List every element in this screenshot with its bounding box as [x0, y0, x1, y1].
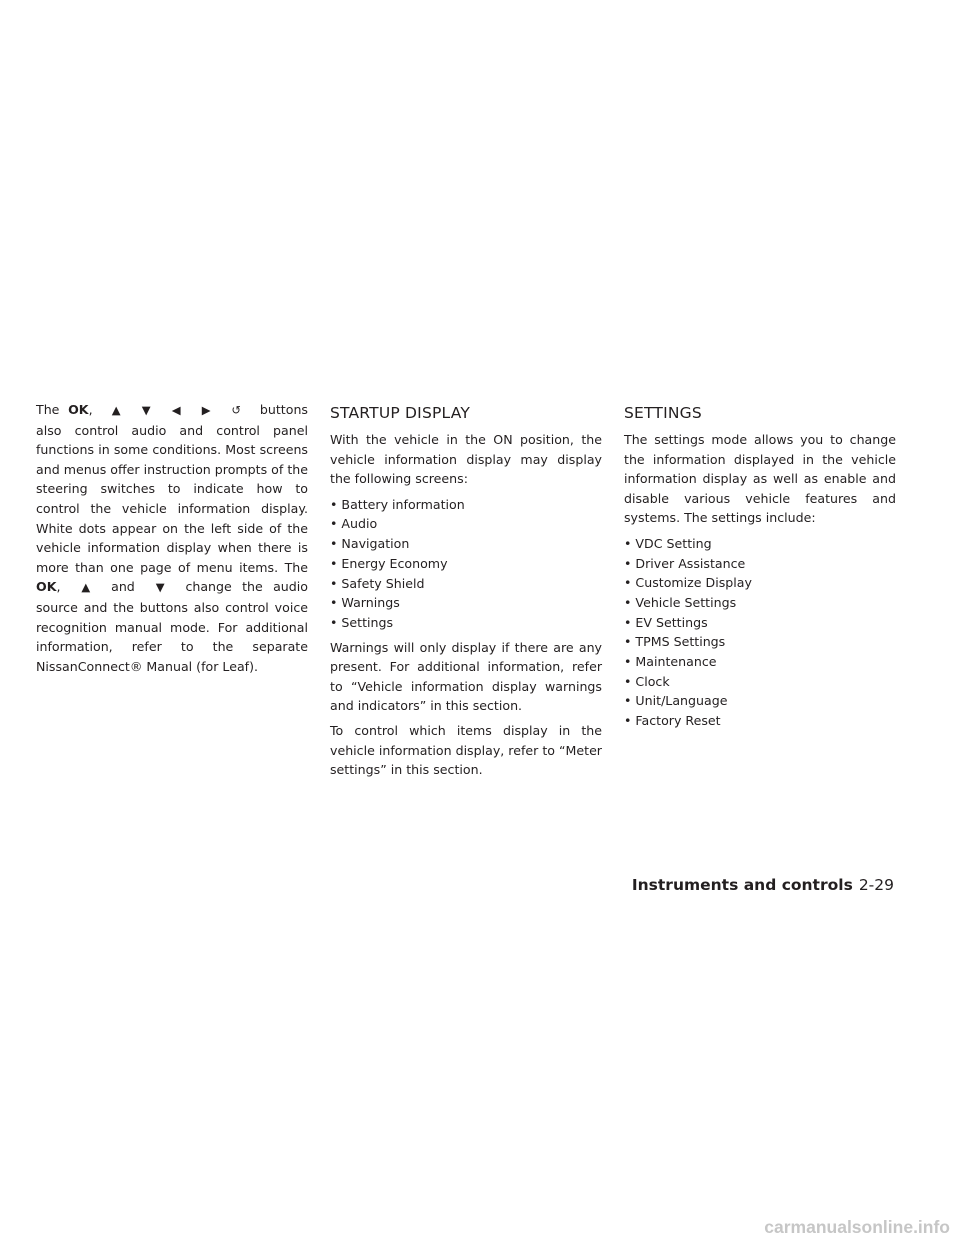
control-items-paragraph: To control which items display in the vehicle information display, refer to “Meter settings” in this section. — [330, 722, 602, 778]
list-item: • Warnings — [330, 595, 400, 611]
list-item: • Driver Assistance — [624, 555, 746, 571]
list-item: • Navigation — [330, 536, 410, 552]
text-and: and — [111, 579, 135, 595]
list-item: • Audio — [330, 516, 378, 532]
down-arrow-icon-2: ▼ — [155, 580, 165, 595]
list-item: • Vehicle Settings — [624, 595, 737, 611]
settings-heading: SETTINGS — [624, 404, 702, 422]
right-arrow-icon: ▶ — [201, 403, 211, 417]
comma-2: , — [56, 579, 61, 595]
ok-button-label-2: OK — [36, 579, 57, 595]
left-arrow-icon: ◀ — [171, 403, 181, 417]
ok-button-label: OK — [68, 402, 89, 417]
back-icon: ↺ — [231, 403, 242, 417]
watermark: carmanualsonline.info — [764, 1217, 950, 1237]
list-item: • Customize Display — [624, 575, 752, 591]
list-item: • Unit/Language — [624, 693, 728, 709]
page-footer — [618, 876, 894, 894]
column-right — [624, 400, 896, 736]
up-arrow-icon-2: ▲ — [81, 580, 91, 595]
comma: , — [88, 402, 93, 417]
page-number: 2-29 — [858, 876, 894, 894]
text-the: The — [36, 402, 60, 417]
warnings-paragraph: Warnings will only display if there are any present. For additional information, refer to “Vehicle information display warnings and indicators” in this section. — [330, 639, 602, 714]
list-item: • Maintenance — [624, 654, 717, 670]
list-item: • Battery information — [330, 496, 465, 512]
list-item: • Energy Economy — [330, 555, 448, 571]
up-arrow-icon: ▲ — [111, 403, 121, 417]
startup-intro: With the vehicle in the ON position, the vehicle information display may display the following screens: — [330, 432, 602, 487]
section-title: Instruments and controls — [631, 876, 853, 894]
buttons-paragraph — [36, 400, 308, 676]
text-part-b: change the audio source and the buttons also control voice recognition manual mode. For additional information, refer to the separate NissanConnect® Manual (for Leaf). — [36, 579, 308, 674]
settings-intro: The settings mode allows you to change the information displayed in the vehicle information display as well as enable and disable various vehicle features and systems. The settings include: — [624, 432, 896, 526]
startup-screens-list — [330, 495, 602, 633]
text-part-a: buttons also control audio and control panel functions in some conditions. Most screens and menus offer instruction prompts of the steering switches to indicate how to control the vehicle information display. White dots appear on the left side of the vehicle information display when there is more than one page of menu items. The — [36, 402, 308, 575]
list-item: • Safety Shield — [330, 575, 425, 591]
column-middle — [330, 400, 602, 785]
startup-display-heading: STARTUP DISPLAY — [330, 404, 470, 422]
list-item: • Clock — [624, 673, 670, 689]
list-item: • EV Settings — [624, 614, 708, 630]
column-left — [36, 400, 308, 681]
list-item: • TPMS Settings — [624, 634, 726, 650]
down-arrow-icon: ▼ — [141, 403, 151, 417]
settings-list — [624, 534, 896, 731]
list-item: • VDC Setting — [624, 535, 712, 551]
list-item: • Settings — [330, 614, 394, 630]
list-item: • Factory Reset — [624, 713, 721, 729]
